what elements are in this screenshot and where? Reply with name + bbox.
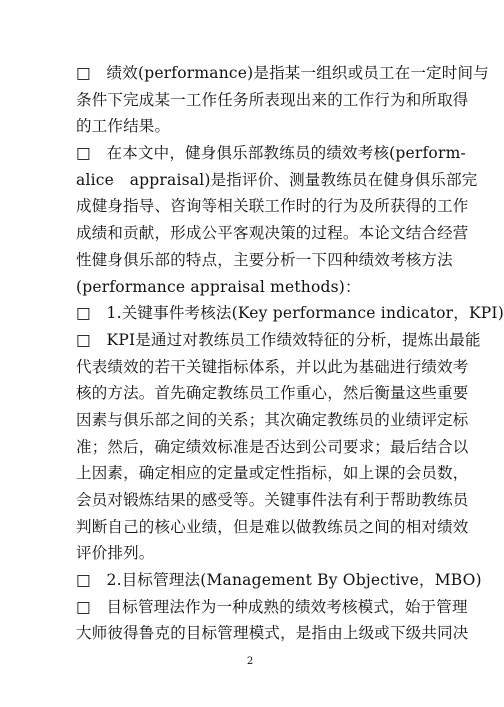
text-line: 核的方法。首先确定教练员工作重心，然后衡量这些重要 [76,384,469,403]
text-line: □ 在本文中，健身俱乐部教练员的绩效考核(perform- [76,144,466,163]
text-line: 的工作结果。 [76,117,171,136]
page-number: 2 [246,656,254,667]
text-line: □ 绩效(performance)是指某一组织或员工在一定时间与 [76,64,489,82]
text-line: (performance appraisal methods)： [76,277,361,296]
text-line: □ 1.关键事件考核法(Key performance indicator，KPI) [76,304,504,323]
text-line: 成绩和贡献，形成公平客观决策的过程。本论文结合经营 [76,224,469,243]
text-line: 因素与俱乐部之间的关系；其次确定教练员的业绩评定标 [76,410,469,429]
text-line: □ 2.目标管理法(Management By Objective，MBO) [76,571,482,590]
text-line: 评价排列。 [76,544,155,563]
text-line: 上因素，确定相应的定量或定性指标，如上课的会员数， [76,464,469,483]
text-line: 会员对锻炼结果的感受等。关键事件法有利于帮助教练员 [76,491,469,509]
text-line: □ 目标管理法作为一种成熟的绩效考核模式，始于管理 [76,597,468,616]
text-line: 条件下完成某一工作任务所表现出来的工作行为和所取得 [76,90,469,109]
text-line: alice appraisal)是指评价、测量教练员在健身俱乐部完 [76,170,478,189]
body-text [76,60,504,647]
text-line: □ KPI是通过对教练员工作绩效特征的分析，提炼出最能 [76,330,481,349]
text-line: 性健身俱乐部的特点，主要分析一下四种绩效考核方法 [76,250,453,269]
text-line: 成健身指导、咨询等相关联工作时的行为及所获得的工作 [76,197,469,216]
text-line: 代表绩效的若干关键指标体系，并以此为基础进行绩效考 [76,357,469,376]
text-line: 准；然后，确定绩效标准是否达到公司要求；最后结合以 [76,437,469,456]
text-line: 判断自己的核心业绩，但是难以做教练员之间的相对绩效 [76,517,469,536]
text-line: 大师彼得鲁克的目标管理模式，是指由上级或下级共同决 [76,624,469,643]
